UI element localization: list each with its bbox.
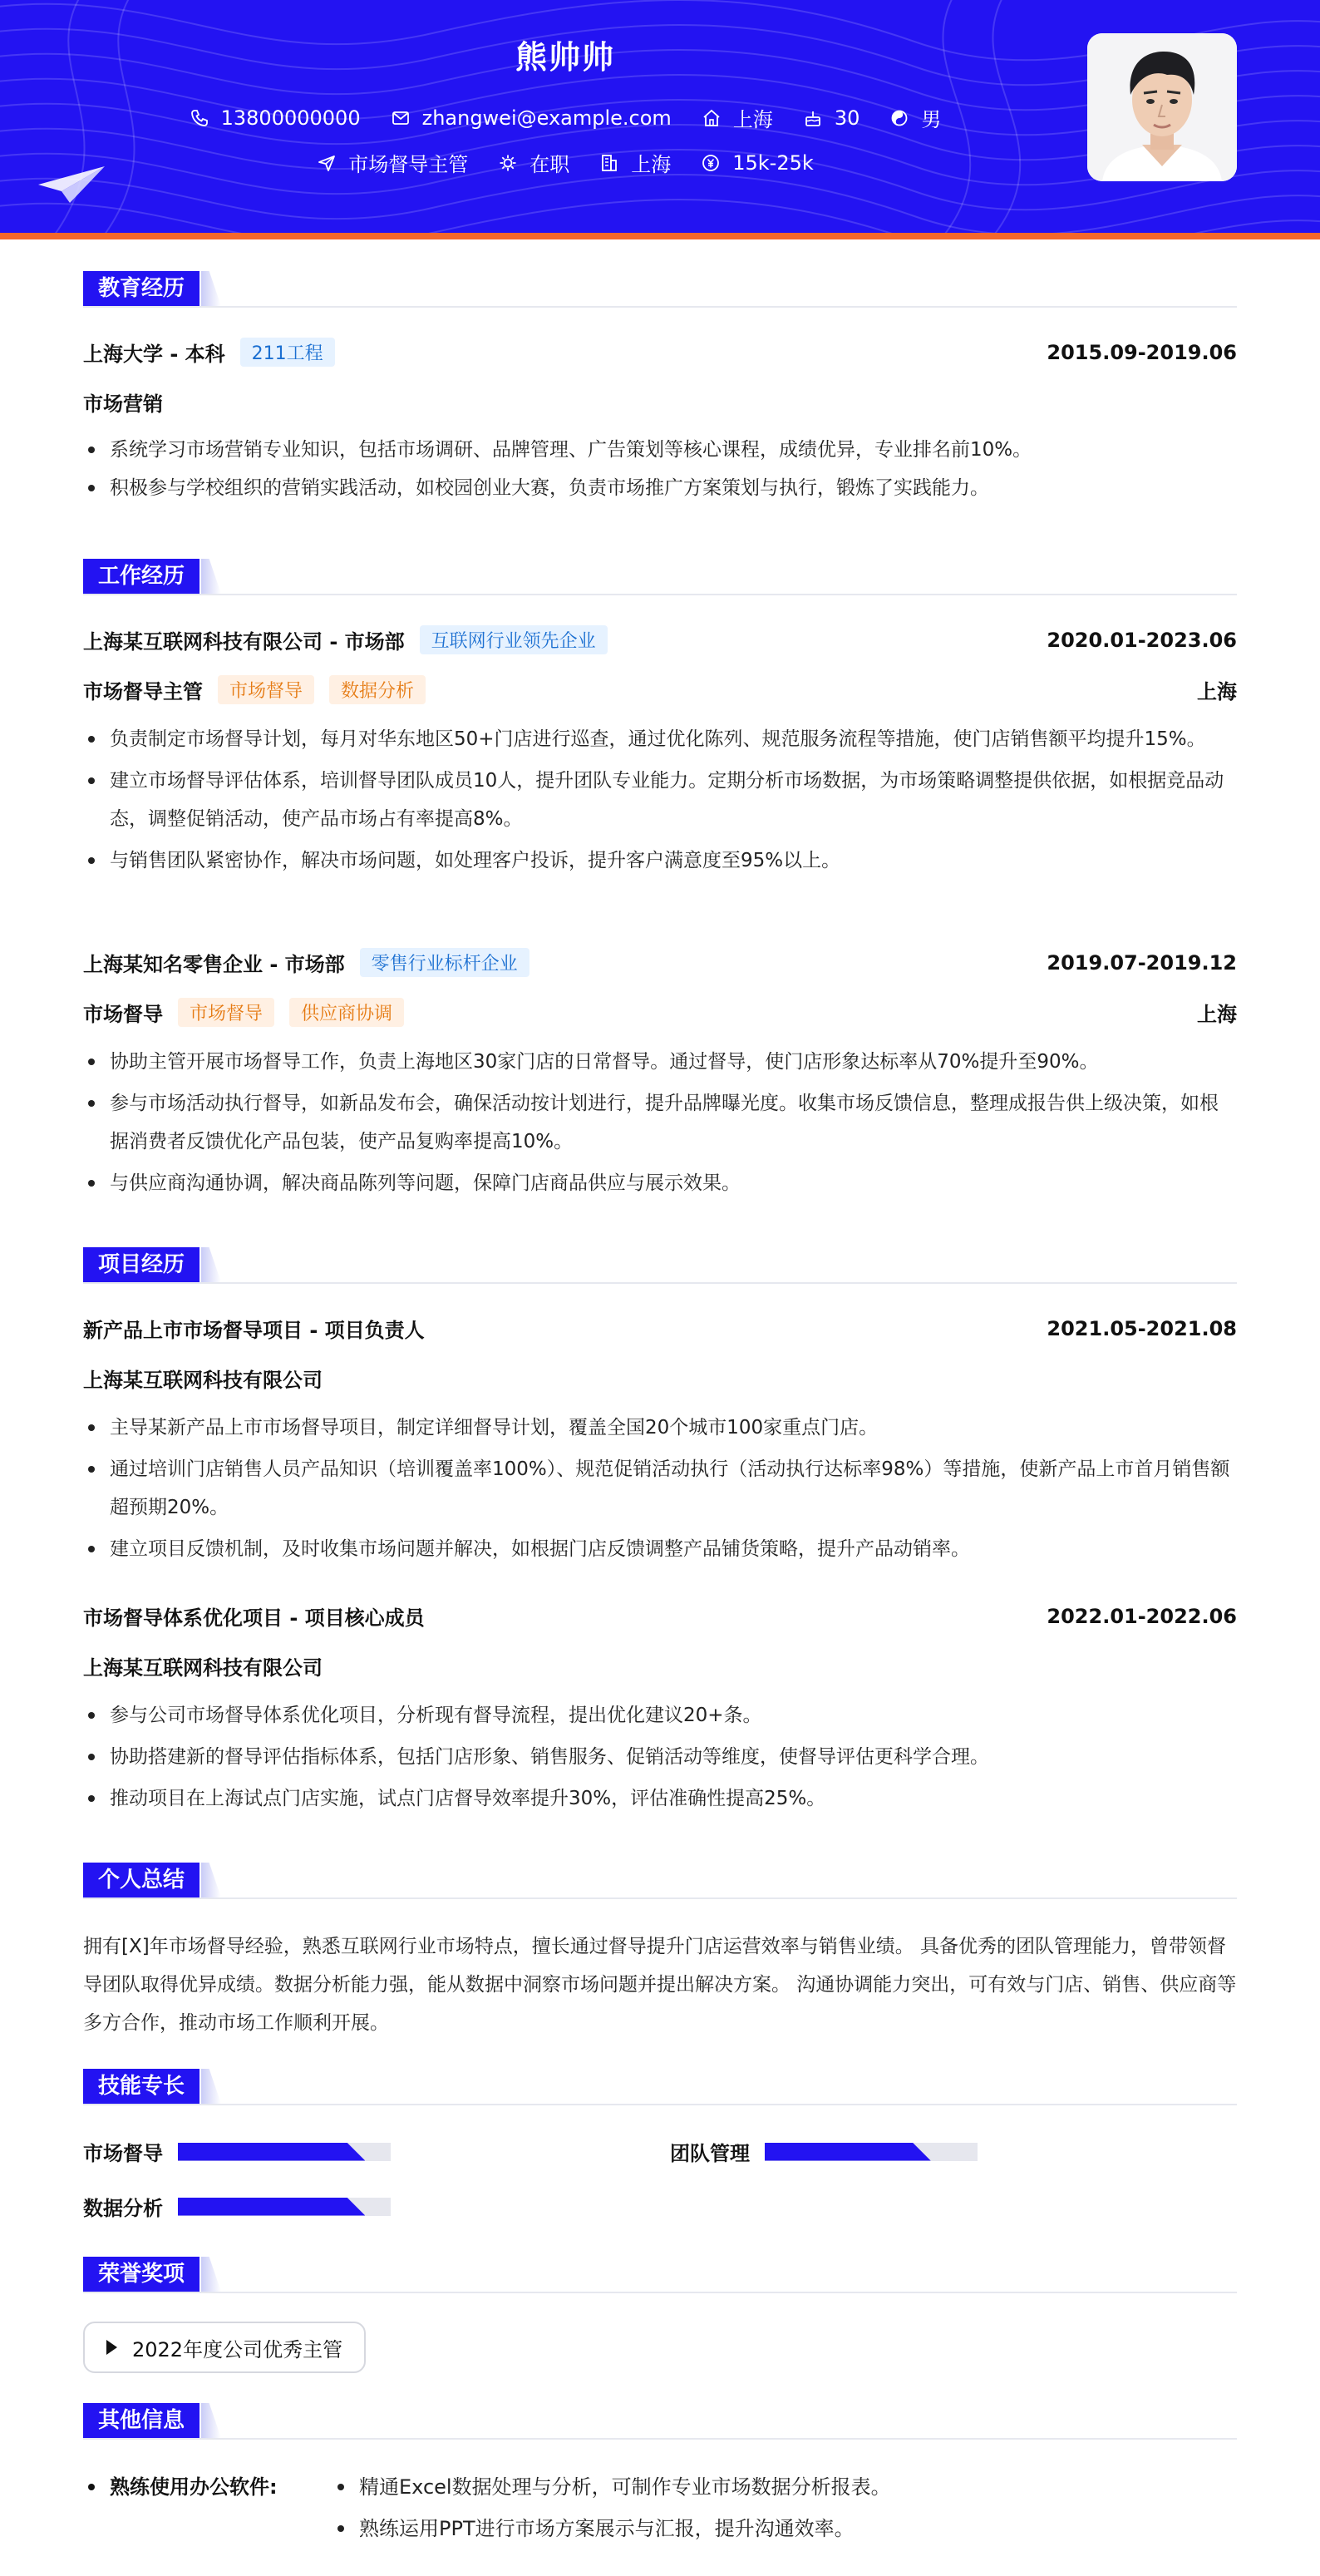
job-target-text: 市场督导主管 — [348, 153, 469, 176]
project-bullets — [83, 1409, 1237, 1568]
section-title: 个人总结 — [83, 1863, 199, 1897]
other-info — [83, 2466, 1237, 2549]
skill-item — [83, 2192, 391, 2221]
company-name: 上海某互联网科技有限公司 - 市场部 — [83, 630, 405, 654]
education-date: 2015.09-2019.06 — [1047, 340, 1237, 364]
list-item: 建立项目反馈机制，及时收集市场问题并解决，如根据门店反馈调整产品铺货策略，提升产品动销率。 — [83, 1530, 1237, 1568]
job-date: 2020.01-2023.06 — [1047, 628, 1237, 652]
section-title-tail — [201, 1247, 221, 1282]
email-text: zhangwei@example.com — [421, 106, 672, 130]
salary-text: 15k-25k — [732, 151, 814, 175]
job-location: 上海 — [1197, 1003, 1237, 1026]
play-arrow-icon — [106, 2340, 117, 2355]
school-name: 上海大学 - 本科 — [83, 343, 225, 366]
section-title-tail — [201, 559, 221, 594]
list-item: 协助搭建新的督导评估指标体系，包括门店形象、销售服务、促销活动等维度，使督导评估更科学合理。 — [83, 1738, 1237, 1776]
job-date: 2019.07-2019.12 — [1047, 950, 1237, 975]
list-item: 与销售团队紧密协作，解决市场问题，如处理客户投诉，提升客户满意度至95%以上。 — [83, 841, 1237, 880]
skill-bar-track — [765, 2143, 978, 2161]
email-item — [391, 106, 672, 130]
mail-icon — [391, 108, 411, 128]
section-summary — [83, 1863, 1237, 1899]
skill-tag: 供应商协调 — [289, 998, 404, 1027]
status-text: 在职 — [529, 153, 570, 176]
section-other — [83, 2403, 1237, 2440]
list-item: 通过培训门店销售人员产品知识（培训覆盖率100%）、规范促销活动执行（活动执行达标率98%）等措施，使新产品上市首月销售额超预期20%。 — [83, 1450, 1237, 1527]
city-text: 上海 — [732, 108, 773, 131]
salary-item — [701, 151, 814, 175]
home-icon — [702, 108, 722, 128]
profile-photo — [1087, 33, 1237, 181]
award-card — [83, 2322, 366, 2373]
section-work — [83, 559, 1237, 595]
list-item: 系统学习市场营销专业知识，包括市场调研、品牌管理、广告策划等核心课程，成绩优异，专业排名前10%。 — [83, 431, 1237, 469]
other-info-row — [83, 2466, 1237, 2549]
major-row — [83, 387, 1237, 417]
skill-name: 市场督导 — [83, 2142, 163, 2165]
work-city-item — [599, 148, 671, 177]
project-company-row — [83, 1651, 1237, 1680]
skill-name: 团队管理 — [670, 2142, 750, 2165]
company-name: 上海某知名零售企业 - 市场部 — [83, 953, 345, 976]
section-title: 工作经历 — [83, 559, 199, 594]
project-date: 2021.05-2021.08 — [1047, 1316, 1237, 1340]
skill-item — [670, 2137, 978, 2166]
project-name: 市场督导体系优化项目 - 项目核心成员 — [83, 1606, 425, 1630]
section-title: 教育经历 — [83, 271, 199, 306]
section-title: 技能专长 — [83, 2069, 199, 2104]
office-software-label: 熟练使用办公软件: — [83, 2466, 332, 2549]
section-title-tail — [201, 2069, 221, 2104]
office-software-list — [332, 2466, 891, 2549]
list-item: 精通Excel数据处理与分析，可制作专业市场数据分析报表。 — [332, 2466, 891, 2508]
education-bullets — [83, 431, 1237, 507]
contact-row — [0, 103, 1130, 132]
award-name: 2022年度公司优秀主管 — [132, 2337, 343, 2361]
phone-item — [190, 106, 361, 130]
company-tag: 零售行业标杆企业 — [360, 948, 529, 977]
skill-item — [83, 2137, 391, 2166]
list-item: 负责制定市场督导计划，每月对华东地区50+门店进行巡查，通过优化陈列、规范服务流程等措施，使门店销售额平均提升15%。 — [83, 720, 1237, 758]
work-city-text: 上海 — [631, 153, 672, 176]
skill-tag: 市场督导 — [218, 675, 314, 704]
skill-bar-fill — [178, 2198, 365, 2216]
money-icon — [701, 153, 721, 173]
city-item — [702, 103, 773, 132]
header-accent-stripe — [0, 233, 1320, 239]
age-item — [803, 106, 860, 130]
project-header-row — [83, 1314, 1237, 1343]
section-projects — [83, 1247, 1237, 1284]
list-item: 参与公司市场督导体系优化项目，分析现有督导流程，提出优化建议20+条。 — [83, 1696, 1237, 1735]
job-position-row — [83, 998, 1237, 1027]
resume-header — [0, 0, 1320, 234]
school-tag: 211工程 — [240, 338, 335, 367]
section-title: 项目经历 — [83, 1247, 199, 1282]
section-skills — [83, 2069, 1237, 2105]
gender-text: 男 — [921, 108, 942, 131]
send-icon — [317, 153, 337, 173]
gender-icon — [889, 108, 909, 128]
candidate-name: 熊帅帅 — [515, 39, 615, 76]
project-bullets — [83, 1696, 1237, 1818]
status-item — [498, 148, 569, 177]
status-icon — [498, 153, 518, 173]
phone-icon — [190, 108, 209, 128]
list-item: 与供应商沟通协调，解决商品陈列等问题，保障门店商品供应与展示效果。 — [83, 1164, 1237, 1202]
cake-icon — [803, 108, 823, 128]
building-icon — [599, 153, 619, 173]
project-company-row — [83, 1364, 1237, 1393]
list-item: 参与市场活动执行督导，如新品发布会，确保活动按计划进行，提升品牌曝光度。收集市场反馈信息，整理成报告供上级决策，如根据消费者反馈优化产品包装，使产品复购率提高10%。 — [83, 1084, 1237, 1161]
project-company: 上海某互联网科技有限公司 — [83, 1656, 323, 1680]
education-header-row — [83, 338, 1237, 367]
job-bullets — [83, 1043, 1237, 1202]
section-title-tail — [201, 2257, 221, 2292]
list-item: 熟练运用PPT进行市场方案展示与汇报，提升沟通效率。 — [332, 2508, 891, 2549]
section-title-tail — [201, 1863, 221, 1897]
section-education — [83, 271, 1237, 308]
portrait-image — [1087, 33, 1237, 181]
skill-bar-fill — [178, 2143, 365, 2161]
list-item: 建立市场督导评估体系，培训督导团队成员10人，提升团队专业能力。定期分析市场数据，为市场策略调整提供依据，如根据竞品动态，调整促销活动，使产品市场占有率提高8%。 — [83, 762, 1237, 838]
phone-text: 13800000000 — [220, 106, 361, 130]
job-location: 上海 — [1197, 680, 1237, 703]
skill-tag: 数据分析 — [329, 675, 426, 704]
job-intent-row — [0, 148, 1130, 177]
skill-name: 数据分析 — [83, 2197, 163, 2220]
list-item: 主导某新产品上市市场督导项目，制定详细督导计划，覆盖全国20个城市100家重点门店。 — [83, 1409, 1237, 1447]
section-awards — [83, 2257, 1237, 2293]
job-position-row — [83, 675, 1237, 704]
skill-bar-fill — [765, 2143, 931, 2161]
major-name: 市场营销 — [83, 392, 163, 416]
section-title: 荣誉奖项 — [83, 2257, 199, 2292]
skill-tag: 市场督导 — [178, 998, 274, 1027]
section-title: 其他信息 — [83, 2403, 199, 2438]
gender-item — [889, 103, 941, 132]
project-date: 2022.01-2022.06 — [1047, 1604, 1237, 1628]
skill-bar-track — [178, 2198, 391, 2216]
list-item: 推动项目在上海试点门店实施，试点门店督导效率提升30%，评估准确性提高25%。 — [83, 1779, 1237, 1818]
job-bullets — [83, 720, 1237, 880]
section-title-tail — [201, 271, 221, 306]
list-item: 积极参与学校组织的营销实践活动，如校园创业大赛，负责市场推广方案策划与执行，锻炼了实践能力。 — [83, 469, 1237, 507]
job-header-row — [83, 625, 1237, 654]
company-tag: 互联网行业领先企业 — [420, 625, 608, 654]
summary-text: 拥有[X]年市场督导经验，熟悉互联网行业市场特点，擅长通过督导提升门店运营效率与销售业绩。 具备优秀的团队管理能力，曾带领督导团队取得优异成绩。数据分析能力强，能从数据中洞察市场问题并提出解决方案。 沟通协调能力突出，可有效与门店、销售、供应商等多方合作，推动市场工作顺利开展。 — [83, 1936, 1237, 2034]
section-title-tail — [201, 2403, 221, 2438]
age-text: 30 — [834, 106, 860, 130]
project-company: 上海某互联网科技有限公司 — [83, 1369, 323, 1392]
skill-bar-track — [178, 2143, 391, 2161]
project-name: 新产品上市市场督导项目 - 项目负责人 — [83, 1319, 425, 1342]
project-header-row — [83, 1601, 1237, 1631]
job-header-row — [83, 948, 1237, 977]
list-item: 协助主管开展市场督导工作，负责上海地区30家门店的日常督导。通过督导，使门店形象达标率从70%提升至90%。 — [83, 1043, 1237, 1081]
job-target-item — [317, 148, 468, 177]
position-name: 市场督导主管 — [83, 680, 203, 703]
position-name: 市场督导 — [83, 1003, 163, 1026]
